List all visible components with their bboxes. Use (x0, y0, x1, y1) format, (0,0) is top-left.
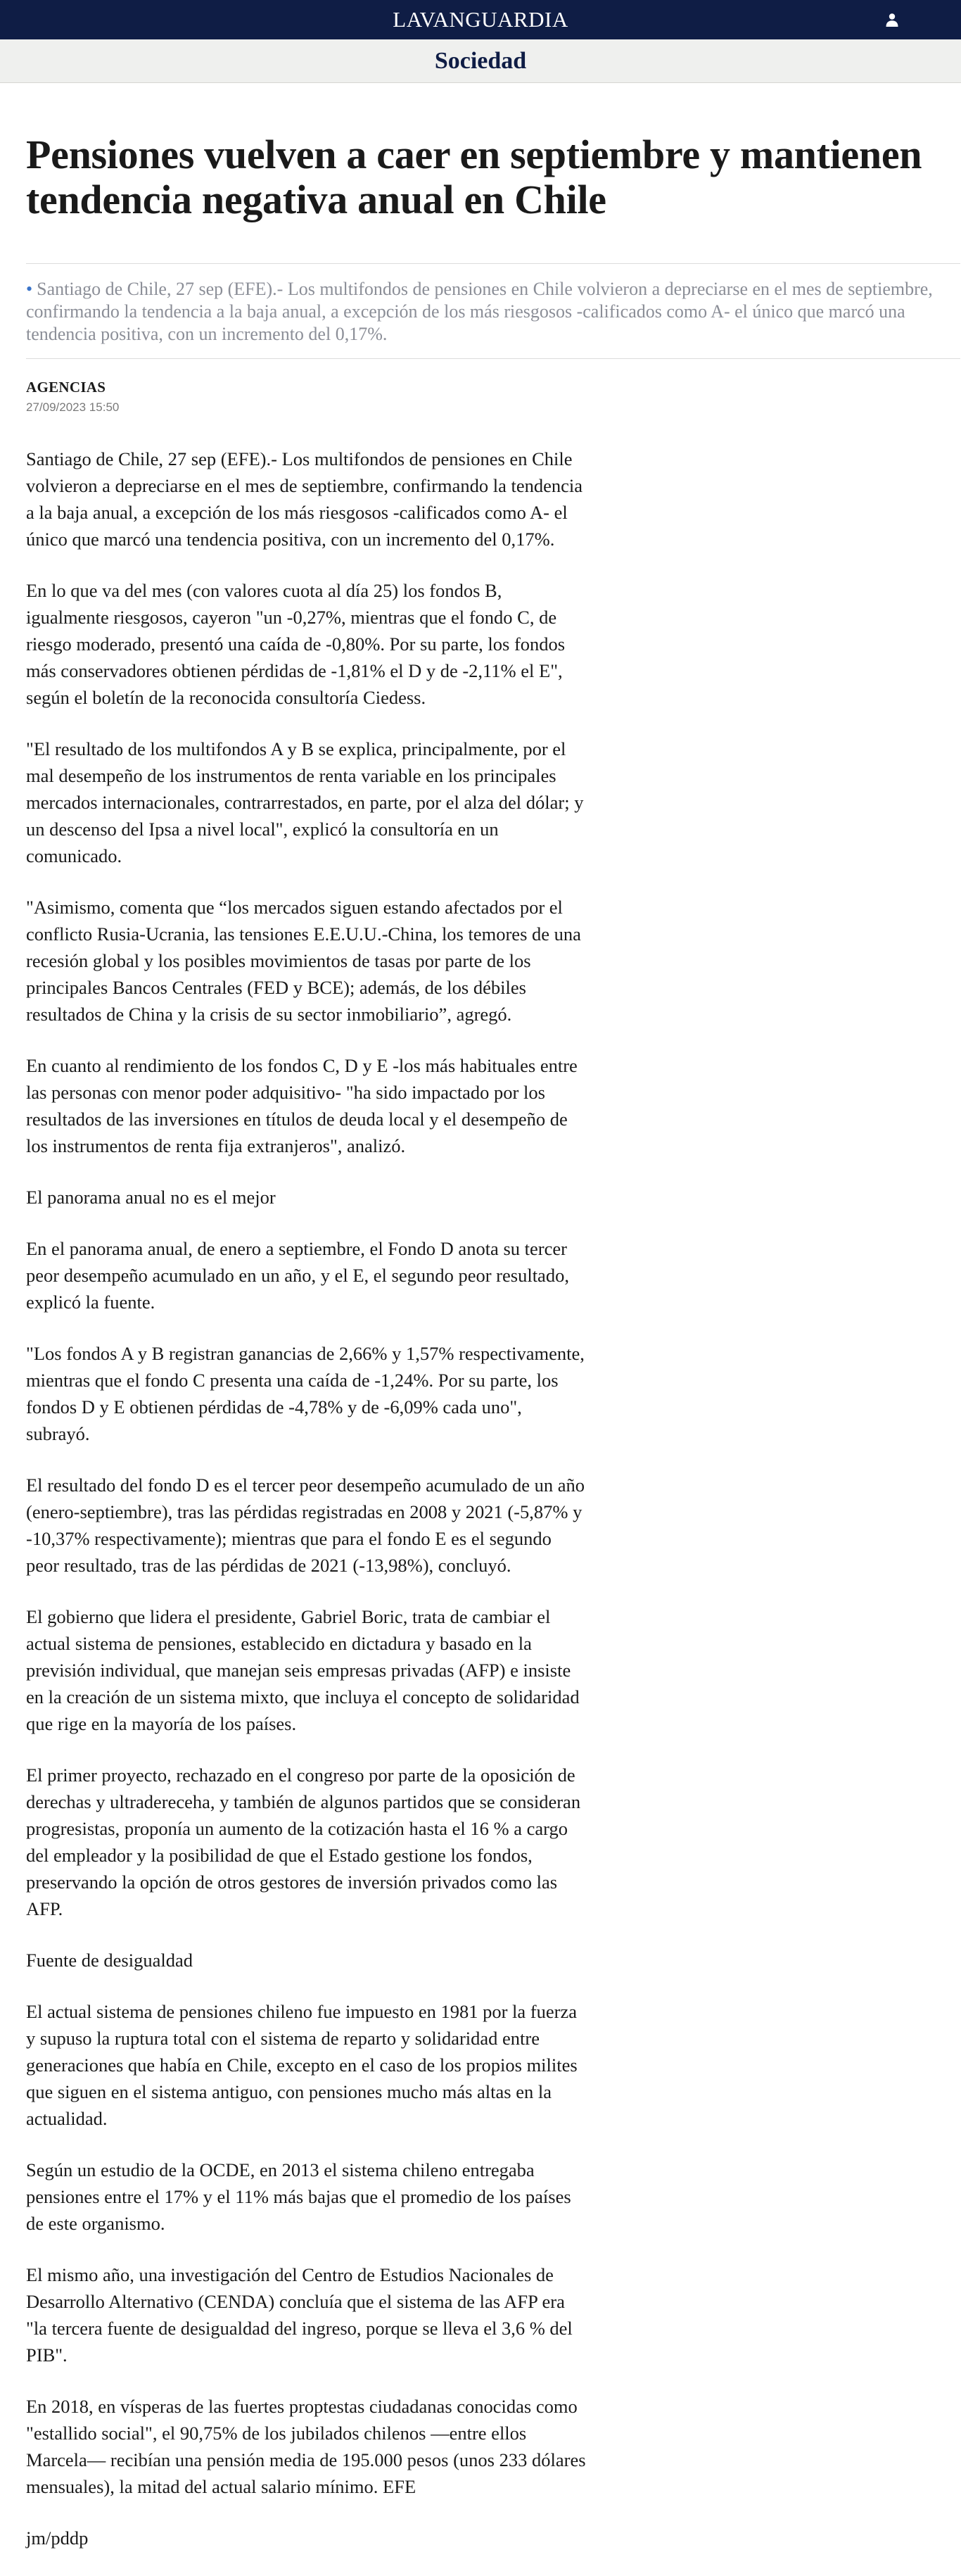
paragraph: "Los fondos A y B registran ganancias de 2,66% y 1,57% respectivamente, mientras que el fondo C presenta una caída de -1,24%. Por su parte, los fondos D y E obtienen pérdidas de -4,78% y de -6,09% cada uno", subrayó. (26, 1343, 585, 1444)
paragraph: El resultado del fondo D es el tercer peor desempeño acumulado de un año (enero-septiembre), tras las pérdidas registradas en 2008 y 2021 (-5,87% y -10,37% respectivamente); mientras que para el fondo E es el segundo peor resultado, tras de las pérdidas de 2021 (-13,98%), concluyó. (26, 1475, 585, 1576)
paragraph: En 2018, en vísperas de las fuertes proptestas ciudadanas conocidas como "estallido social", el 90,75% de los jubilados chilenos —entre ellos Marcela— recibían una pensión media de 195.000 pesos (unos 233 dólares mensuales), la mitad del actual salario mínimo. EFE (26, 2396, 586, 2497)
paragraph: "Asimismo, comenta que “los mercados siguen estando afectados por el conflicto Rusia-Ucrania, las tensiones E.E.U.U.-China, los temores de una recesión global y los posibles movimientos de tasas por parte de los principales Bancos Centrales (FED y BCE); además, de los débiles resultados de China y la crisis de su sector inmobiliario”, agregó. (26, 897, 581, 1025)
section-bar (0, 39, 961, 83)
subheading: Fuente de desigualdad (26, 1950, 193, 1971)
paragraph: Según un estudio de la OCDE, en 2013 el sistema chileno entregaba pensiones entre el 17% y el 11% más bajas que el promedio de los países de este organismo. (26, 2159, 571, 2234)
paragraph: En el panorama anual, de enero a septiembre, el Fondo D anota su tercer peor desempeño acumulado en un año, y el E, el segundo peor resultado, explicó la fuente. (26, 1238, 569, 1313)
user-icon (884, 11, 900, 28)
article-author[interactable]: AGENCIAS (26, 379, 106, 396)
article-date: 27/09/2023 15:50 (26, 400, 120, 414)
article-body (26, 446, 589, 2551)
paragraph: El mismo año, una investigación del Centro de Estudios Nacionales de Desarrollo Alternativo (CENDA) concluía que el sistema de las AFP era "la tercera fuente de desigualdad del ingreso, porque se lleva el 3,6 % del PIB". (26, 2264, 573, 2366)
section-link[interactable]: Sociedad (434, 48, 527, 74)
top-bar (0, 0, 961, 39)
bullet-icon: • (26, 279, 33, 299)
article (26, 132, 960, 2551)
signature: jm/pddp (26, 2527, 89, 2549)
site-logo[interactable]: LAVANGUARDIA (393, 7, 568, 32)
paragraph: En lo que va del mes (con valores cuota al día 25) los fondos B, igualmente riesgosos, cayeron "un -0,27%, mientras que el fondo C, de riesgo moderado, presentó una caída de -0,80%. Por su parte, los fondos más conservadores obtienen pérdidas de -1,81% el D y de -2,11% el E", según el boletín de la reconocida consultoría Ciedess. (26, 580, 566, 708)
user-account-button[interactable] (884, 11, 900, 28)
paragraph: En cuanto al rendimiento de los fondos C, D y E -los más habituales entre las personas con menor poder adquisitivo- "ha sido impactado por los resultados de las inversiones en títulos de deuda local y el desempeño de los instrumentos de renta fija extranjeros", analizó. (26, 1055, 578, 1156)
paragraph: Santiago de Chile, 27 sep (EFE).- Los multifondos de pensiones en Chile volvieron a depreciarse en el mes de septiembre, confirmando la tendencia a la baja anual, a excepción de los más riesgosos -calificados como A- el único que marcó una tendencia positiva, con un incremento del 0,17%. (26, 448, 583, 550)
article-summary (26, 263, 960, 359)
paragraph: El primer proyecto, rechazado en el congreso por parte de la oposición de derechas y ultradereceha, y también de algunos partidos que se consideran progresistas, proponía un aumento de la cotización hasta el 16 % a cargo del empleador y la posibilidad de que el Estado gestione los fondos, preservando la opción de otros gestores de inversión privados como las AFP. (26, 1764, 581, 1919)
summary-text: Santiago de Chile, 27 sep (EFE).- Los multifondos de pensiones en Chile volvieron a depreciarse en el mes de septiembre, confirmando la tendencia a la baja anual, a excepción de los más riesgosos -calificados como A- el único que marcó una tendencia positiva, con un incremento del 0,17%. (26, 279, 933, 344)
subheading: El panorama anual no es el mejor (26, 1187, 276, 1208)
paragraph: El actual sistema de pensiones chileno fue impuesto en 1981 por la fuerza y supuso la ruptura total con el sistema de reparto y solidaridad entre generaciones que había en Chile, excepto en el caso de los propios milites que siguen en el sistema antiguo, con pensiones mucho más altas en la actualidad. (26, 2001, 578, 2129)
article-title: Pensiones vuelven a caer en septiembre y mantienen tendencia negativa anual en Chile (26, 132, 922, 222)
paragraph: "El resultado de los multifondos A y B se explica, principalmente, por el mal desempeño de los instrumentos de renta variable en los principales mercados internacionales, contrarrestados, en parte, por el alza del dólar; y un descenso del Ipsa a nivel local", explicó la consultoría en un comunicado. (26, 738, 584, 866)
paragraph: El gobierno que lidera el presidente, Gabriel Boric, trata de cambiar el actual sistema de pensiones, establecido en dictadura y basado en la previsión individual, que manejan seis empresas privadas (AFP) e insiste en la creación de un sistema mixto, que incluya el concepto de solidaridad que rige en la mayoría de los países. (26, 1606, 580, 1734)
